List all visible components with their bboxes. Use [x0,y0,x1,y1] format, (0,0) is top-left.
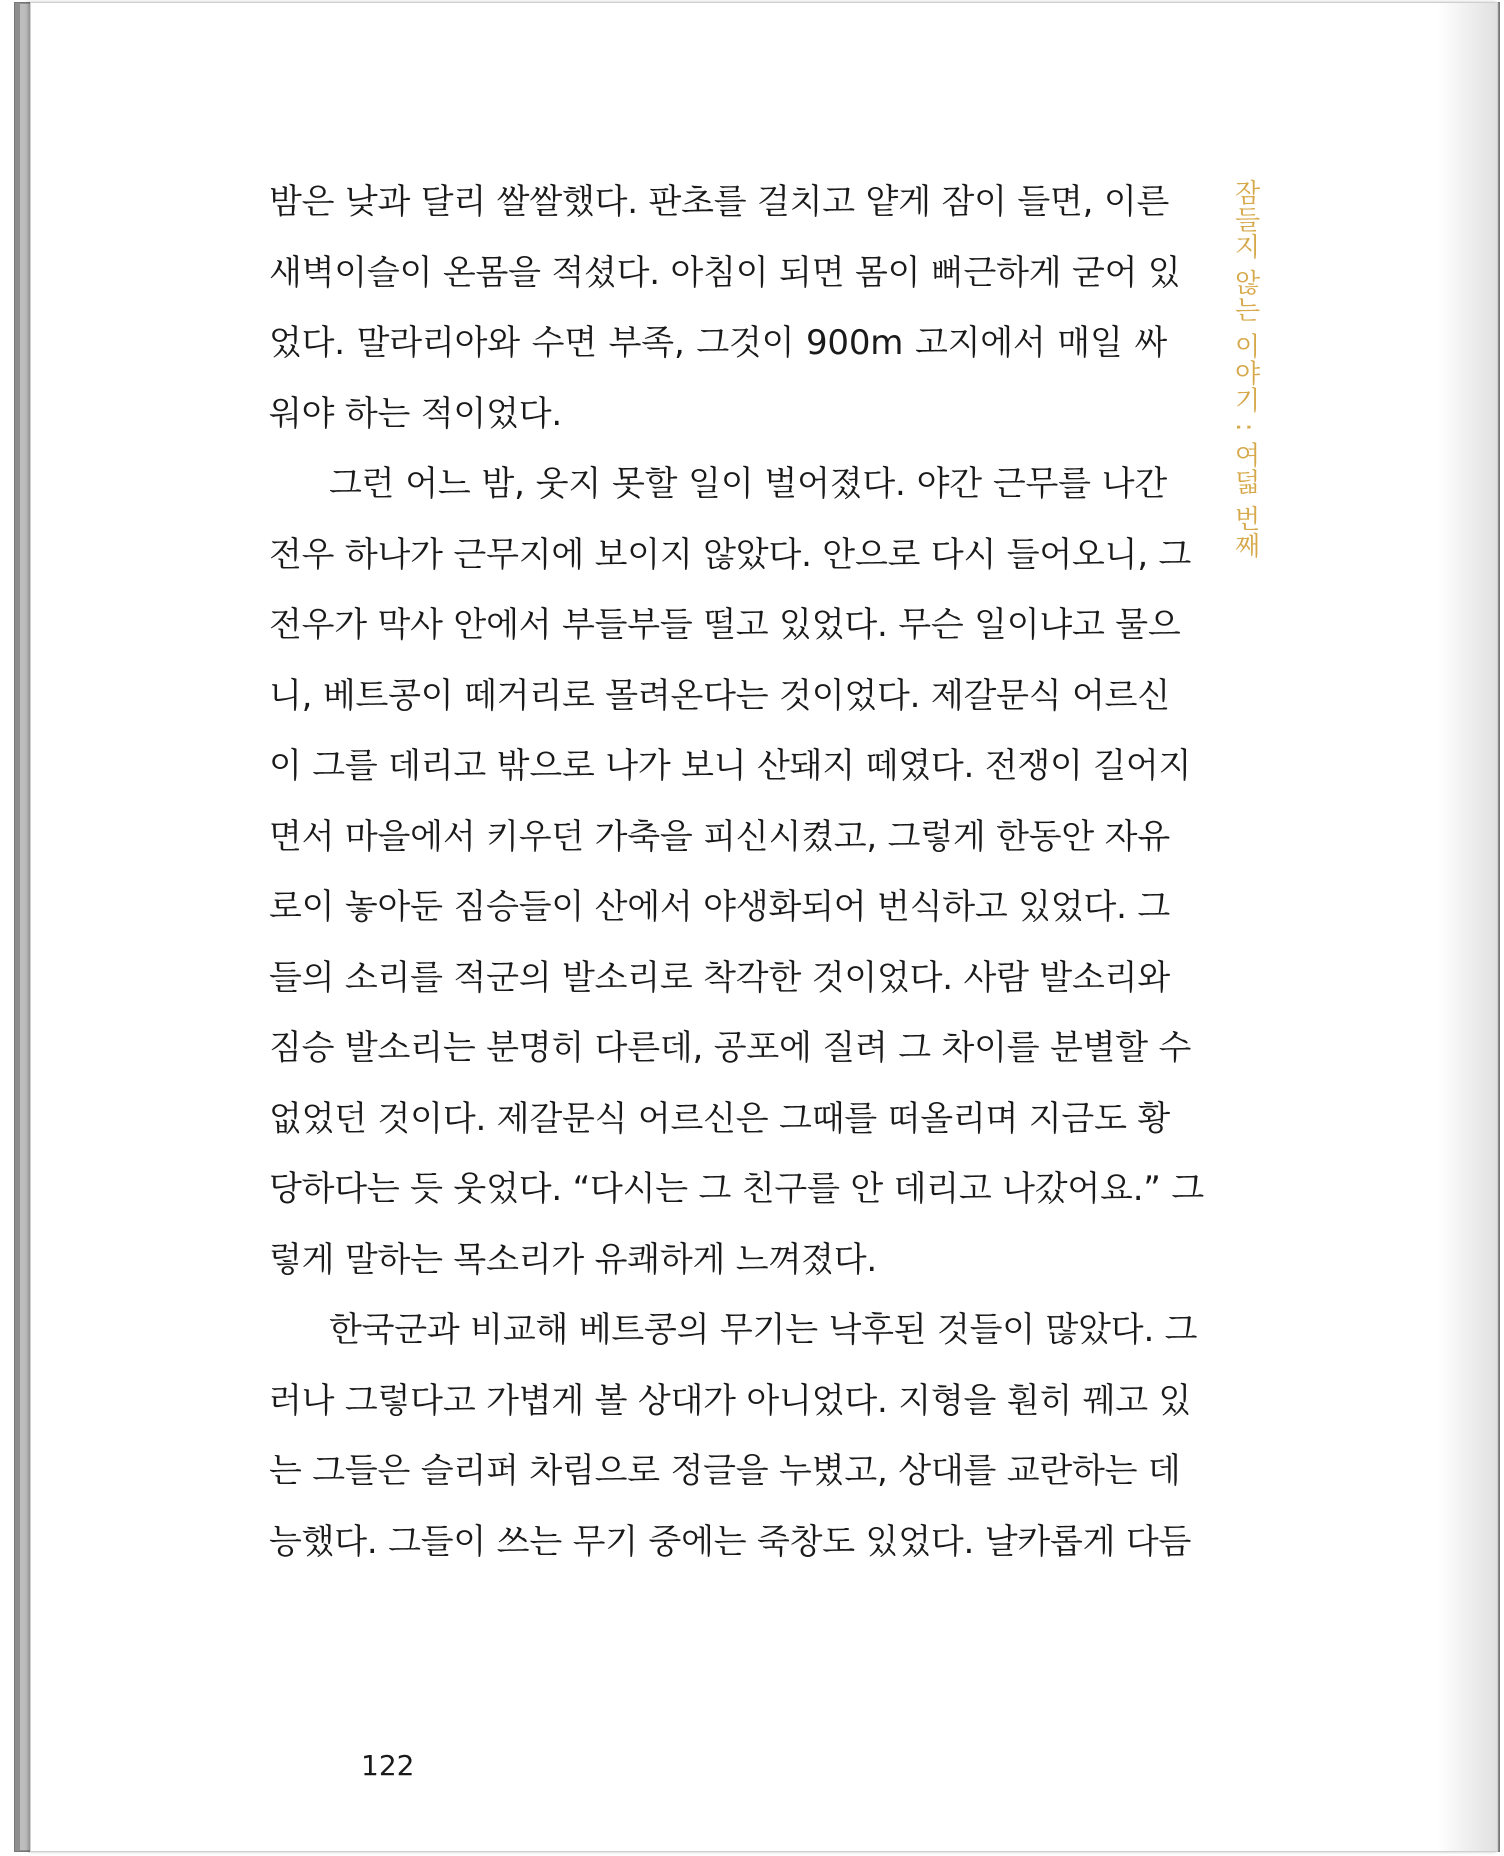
text-line: 한국군과 비교해 베트콩의 무기는 낙후된 것들이 많았다. 그 [329,1310,1198,1350]
text-line: 니, 베트콩이 떼거리로 몰려온다는 것이었다. 제갈문식 어르신 [269,675,1170,716]
text-line: 능했다. 그들이 쓰는 무기 중에는 죽창도 있었다. 날카롭게 다듬 [269,1521,1192,1562]
body-text [269,167,1204,1577]
page-number: 122 [361,1749,415,1782]
text-line: 로이 놓아둔 짐승들이 산에서 야생화되어 번식하고 있었다. 그 [269,887,1170,927]
text-line: 면서 마을에서 키우던 가축을 피신시켰고, 그렇게 한동안 자유 [269,816,1170,857]
text-line: 워야 하는 적이었다. [269,393,562,434]
text-line: 었다. 말라리아와 수면 부족, 그것이 900m 고지에서 매일 싸 [269,323,1167,363]
text-line: 전우가 막사 안에서 부들부들 떨고 있었다. 무슨 일이냐고 물으 [269,605,1181,645]
text-line: 그런 어느 밤, 웃지 못할 일이 벌어졌다. 야간 근무를 나간 [329,464,1167,504]
text-line: 들의 소리를 적군의 발소리로 착각한 것이었다. 사람 발소리와 [269,957,1170,998]
text-line: 렇게 말하는 목소리가 유쾌하게 느껴졌다. [269,1239,877,1280]
text-line: 이 그를 데리고 밖으로 나가 보니 산돼지 떼였다. 전쟁이 길어지 [269,746,1192,786]
text-line: 러나 그렇다고 가볍게 볼 상대가 아니었다. 지형을 훤히 꿰고 있 [269,1380,1192,1421]
text-line: 새벽이슬이 온몸을 적셨다. 아침이 되면 몸이 뻐근하게 굳어 있 [269,252,1181,293]
book-page [30,2,1498,1852]
text-line: 없었던 것이다. 제갈문식 어르신은 그때를 떠올리며 지금도 황 [269,1098,1170,1139]
text-line: 당하다는 듯 웃었다. “다시는 그 친구를 안 데리고 나갔어요.” 그 [269,1169,1204,1209]
text-line: 짐승 발소리는 분명히 다른데, 공포에 질려 그 차이를 분별할 수 [269,1028,1192,1068]
text-line: 전우 하나가 근무지에 보이지 않았다. 안으로 다시 들어오니, 그 [269,534,1192,575]
text-line: 밤은 낮과 달리 쌀쌀했다. 판초를 걸치고 얕게 잠이 들면, 이른 [269,182,1170,222]
text-line: 는 그들은 슬리퍼 차림으로 정글을 누볐고, 상대를 교란하는 데 [269,1451,1181,1491]
running-head: 잠들지 않는 이야기 : 여덟 번째 [1230,179,1260,560]
